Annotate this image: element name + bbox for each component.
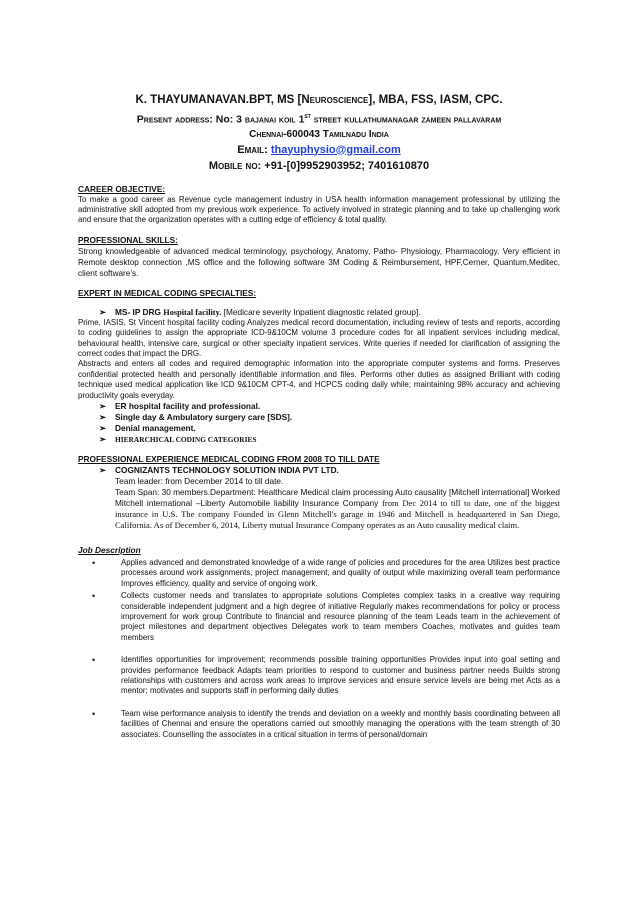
expert-item: ➢ ER hospital facility and professional. [99,400,261,411]
team-span-text: Team Span: 30 members.Department: Healthcare Medical claim processing Auto causality [Mitchell international] Worked Mitchell international –Liberty Automobile liability Insurance Company from Dec 2014 to till to date, one of the biggest insurance in U.S. The company Founded in Glenn Mitchell's garage in 1946 and Mitchell is headquartered in San Diego, California. As of December 6, 2014, Liberty mutual Insurance Company operates as an Auto causality medical claim. [115,486,560,530]
expert-coding-heading: EXPERT IN MEDICAL CODING SPECIALTIES: [78,287,257,298]
job-bullet: • Collects customer needs and translates to appropriate solutions Completes complex tasks in a creative way requiring considerable independent judgment and a high degree of initiative Regularly makes recommendations for policy or process improvement for work group Contribute to financial and resource planning of the team Leads team in the achievement of project milestones and department objectives Delegates work to team members Coaches, motivates and guides team members [92,591,560,642]
arrow-bullet-icon: ➢ [99,306,106,317]
resume-header [78,93,560,174]
expert-item-ms-drg: ➢ MS- IP DRG Hospital facility. [Medicare severity Inpatient diagnostic related group]. [99,306,421,317]
career-objective-heading: CAREER OBJECTIVE: [78,183,166,194]
professional-skills-text: Strong knowledgeable of advanced medical terminology, psychology, Anatomy, Patho- Physiology, Pharmacology. Very efficient in Remote desktop connection ,MS office and the following software 3M Coding & Reimbursement, HPF,Cerner, Quantum,Meditec, client software’s. [78,246,560,278]
arrow-bullet-icon: ➢ [99,422,106,433]
bullet-icon: • [92,708,96,719]
bullet-icon: • [92,557,96,568]
job-bullet: • Identifies opportunities for improvement; recommends possible training opportunities Provides input into goal setting and provides performance feedback Adapts team priorities to respond to customer and business partner needs Builds strong relationships with customers and across work areas to improve services and ensure service levels are being met Acts as a mentor; motivates and supports staff in performing daily duties [92,655,560,696]
city-line: Chennai-600043 Tamilnadu India [249,128,389,140]
arrow-bullet-icon: ➢ [99,411,106,422]
expert-item: ➢ Single day & Ambulatory surgery care [SDS]. [99,411,293,422]
email-line: Email: thayuphysio@gmail.com [237,143,401,156]
expert-description: Prime, IASIS, St Vincent hospital facility coding Analyzes medical record documentation, including review of tests and reports, according to coding guidelines to assign the appropriate ICD-9&10CM volume 3 procedure codes for all inpatient services including medical, behavioural health, intensive care, surgical or other specialty inpatient services. Write queries if needed for clarification of assigning the correct codes that impact the DRG. [78,317,560,358]
bullet-icon: • [92,591,96,602]
job-description-heading: Job Description [78,544,141,555]
job-bullet: • Team wise performance analysis to identify the trends and deviation on a weekly and monthly basis coordinating between all facilities of Chennai and ensure the operations carried out smoothly managing the operations with the team strength of 30 associates. Counselling the associates in a critical situation in terms of personal/domain [92,708,560,739]
job-description-list [78,558,560,740]
expert-items-list [78,401,560,445]
team-leader-line: Team leader: from December 2014 to till date. [115,475,284,486]
professional-skills-heading: PROFESSIONAL SKILLS: [78,234,178,245]
email-link[interactable]: thayuphysio@gmail.com [270,143,401,156]
bullet-icon: • [92,655,96,666]
present-address: Present address: No: 3 bajanai koil 1st street kullathumanagar zameen pallavaram [136,113,502,126]
experience-heading: PROFESSIONAL EXPERIENCE MEDICAL CODING FROM 2008 TO TILL DATE [78,453,380,464]
expert-item: ➢ HIERARCHICAL CODING CATEGORIES [99,433,257,444]
candidate-name: K. THAYUMANAVAN.BPT, MS [Neuroscience], MBA, FSS, IASM, CPC. [135,94,503,106]
job-bullet: • Applies advanced and demonstrated knowledge of a wide range of policies and procedures for the area Utilizes best practice processes around work assignments, project management, and quality of output while maximizing overall team performance Improves efficiency, quality and service of ongoing work. [92,557,560,588]
career-objective-text: To make a good career as Revenue cycle management industry in USA health information management professional by utilizing the administrative skill adopted from my previous work experience. To actively involved in strategic planning and to take up challenging work and ensure that the organization operates with a cutting edge of efficiency & total quality. [78,194,560,225]
company-name: ➢ COGNIZANTS TECHNOLOGY SOLUTION INDIA PVT LTD. [99,464,339,475]
resume-page [78,93,560,740]
arrow-bullet-icon: ➢ [99,464,106,475]
expert-description-2: Abstracts and enters all codes and required demographic information into the appropriate computer systems and forms. Preserves confidential protected health and personally identifiable information and files. Performs other duties as assigned Brilliant with coding technique used medical application like ICD 9&10CM CPT-4, and HCPCS coding daily while; maintaining 98% accuracy and achieving productivity goals everyday. [78,359,560,400]
mobile-line: Mobile no: +91-[0]9952903952; 7401610870 [208,159,430,172]
arrow-bullet-icon: ➢ [99,400,106,411]
expert-item: ➢ Denial management. [99,422,196,433]
arrow-bullet-icon: ➢ [99,433,106,444]
